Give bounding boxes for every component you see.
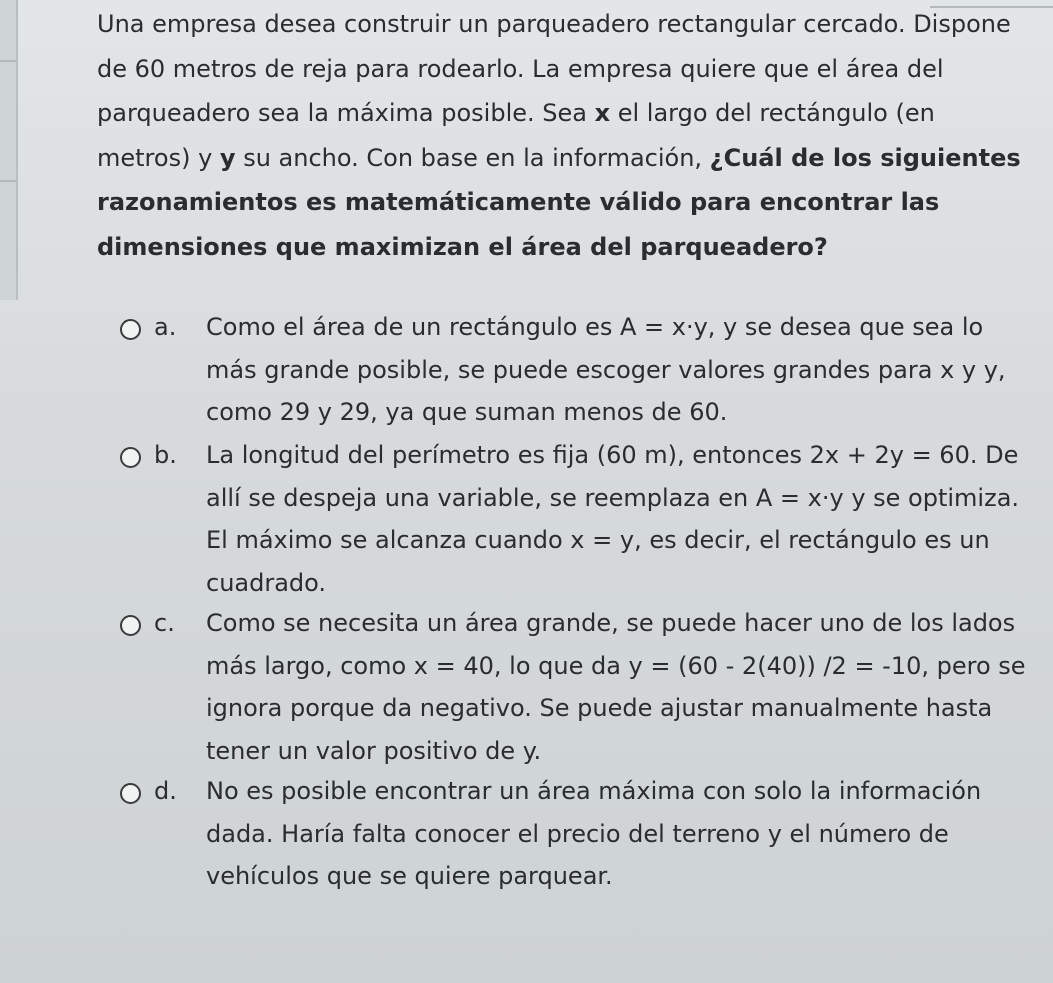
option-text: Como el área de un rectángulo es A = x·y, y se desea que sea lo más grande posible, se puede escoger valores grandes para x y y, como 29 y 29, ya que suman menos de 60. bbox=[206, 313, 1006, 426]
question-prompt: ¿Cuál de los siguientes razonamientos es matemáticamente válido para encontrar las dimensiones que maximizan el área del parqueadero? bbox=[97, 143, 1021, 261]
option-letter: b. bbox=[154, 441, 177, 469]
question-part: Una empresa desea construir un parqueadero rectangular cercado. Dispone de 60 metros de reja para rodearlo. La empresa quiere que el área del parqueadero sea la máxima posible. Sea bbox=[97, 10, 1011, 127]
radio-button-d[interactable] bbox=[120, 783, 141, 804]
question-part: el largo del rectángulo (en metros) y bbox=[97, 99, 935, 172]
option-c[interactable] bbox=[116, 602, 1036, 770]
option-letter: c. bbox=[154, 609, 175, 637]
left-panel-edge bbox=[0, 0, 18, 300]
edge-divider bbox=[0, 60, 16, 62]
radio-button-b[interactable] bbox=[120, 447, 141, 468]
radio-button-a[interactable] bbox=[120, 319, 141, 340]
option-a[interactable] bbox=[116, 306, 1036, 434]
variable-x: x bbox=[594, 99, 611, 127]
answer-options bbox=[116, 306, 1036, 898]
variable-y: y bbox=[219, 143, 236, 172]
option-letter: d. bbox=[154, 777, 177, 805]
option-letter: a. bbox=[154, 313, 177, 341]
option-text: Como se necesita un área grande, se puede hacer uno de los lados más largo, como x = 40, lo que da y = (60 - 2(40)) /2 = -10, pero se ignora porque da negativo. Se puede ajustar manualmente hasta tener un valor positivo de y. bbox=[206, 609, 1026, 765]
option-text: La longitud del perímetro es fija (60 m), entonces 2x + 2y = 60. De allí se despeja una variable, se reemplaza en A = x·y y se optimiza. El máximo se alcanza cuando x = y, es decir, el rectángulo es un cuadrado. bbox=[206, 441, 1020, 597]
question-part: su ancho. Con base en la información, bbox=[235, 143, 710, 172]
option-b[interactable] bbox=[116, 434, 1036, 602]
edge-divider bbox=[0, 180, 16, 182]
question-text bbox=[97, 2, 1027, 269]
option-text: No es posible encontrar un área máxima con solo la información dada. Haría falta conocer el precio del terreno y el número de vehículos que se quiere parquear. bbox=[206, 777, 982, 890]
option-d[interactable] bbox=[116, 770, 1036, 898]
radio-button-c[interactable] bbox=[120, 615, 141, 636]
